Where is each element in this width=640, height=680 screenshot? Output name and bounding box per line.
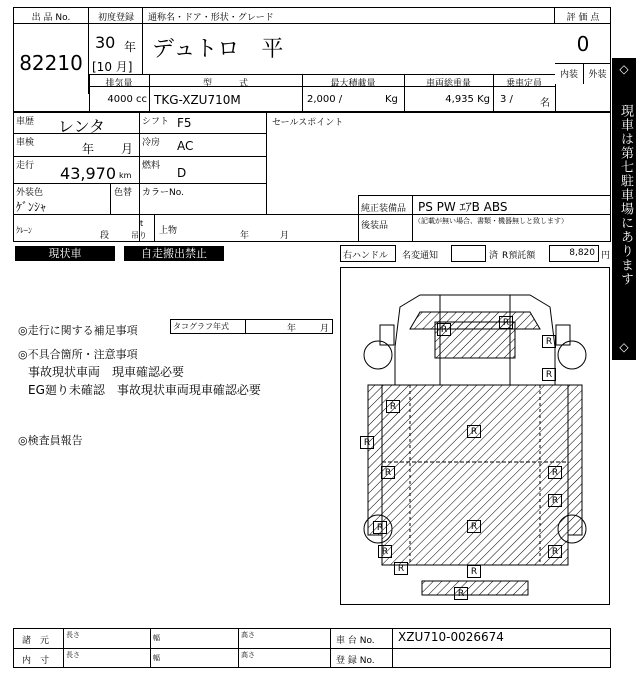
first-reg-year-unit: 年: [124, 40, 137, 54]
repair-mark-7: R: [360, 436, 374, 449]
spec-col-6: [555, 84, 556, 112]
model-label: 型 式: [202, 79, 248, 89]
front-right-wheel: [558, 341, 586, 369]
color-no-label: カラーNo.: [142, 188, 184, 198]
cooling-label: 冷房: [142, 138, 161, 148]
aftermarket-note: （記載が無い場合、書類・機器無しと致します）: [414, 217, 568, 225]
repair-mark-16: R: [467, 565, 481, 578]
upper-month: 月: [280, 231, 290, 241]
specs-row-line-3: [13, 183, 267, 184]
repair-mark-8: R: [381, 466, 395, 479]
footer-interior-width: 幅: [153, 654, 160, 662]
lot-label: 出 品 No.: [31, 13, 71, 23]
footer-col-4: [330, 628, 331, 668]
name-change-box: [451, 245, 486, 262]
recycle-unit: 円: [601, 251, 611, 261]
defect-line-1: 事故現状車両 現車確認必要: [28, 365, 185, 379]
defect-line-2: EG廻り未確認 事故現状車両現車確認必要: [28, 383, 261, 397]
defects-title: ◎不具合箇所・注意事項: [18, 348, 138, 361]
equipment-label-divider: [412, 195, 413, 242]
repair-mark-5: R: [386, 400, 400, 413]
repair-mark-6: R: [467, 425, 481, 438]
specs-row-line-1: [13, 133, 267, 134]
shift-label: シフト: [142, 117, 170, 127]
recycle-value: 8,820: [569, 248, 595, 258]
footer-col-5: [392, 628, 393, 668]
fuel-value: D: [177, 166, 187, 180]
specs-row-line-4: [13, 214, 611, 215]
no-self-drive-banner: 自走搬出禁止: [124, 246, 224, 261]
specs-row-line-2: [13, 156, 267, 157]
spec-row-line-top: [89, 74, 555, 75]
repair-mark-4: R: [542, 368, 556, 381]
specs-divider-v2: [266, 112, 267, 214]
footer-row-divider: [13, 648, 611, 649]
footer-chassis-no: XZU710-0026674: [398, 630, 504, 644]
repair-mark-10: R: [548, 494, 562, 507]
repair-mark-1: R: [437, 323, 451, 336]
first-reg-month: [10 月]: [92, 60, 133, 74]
score-label: 評 価 点: [566, 13, 600, 23]
footer-specs-height: 高さ: [241, 631, 255, 639]
repair-mark-14: R: [548, 545, 562, 558]
handle-value: 右ハンドル: [343, 251, 389, 261]
max-load-unit: Kg: [385, 94, 398, 105]
footer-col-3: [238, 628, 239, 668]
displacement-value: 4000 cc: [107, 94, 147, 105]
gvw-value: 4,935 Kg: [445, 94, 490, 105]
upper-label: 上物: [159, 226, 178, 236]
aftermarket-label: 後装品: [361, 221, 389, 231]
inspector-report-title: ◎検査員報告: [18, 434, 83, 447]
driving-notes-title: ◎走行に関する補足事項: [18, 324, 138, 337]
exterior-score-label: 外装: [588, 70, 607, 80]
displacement-label: 排気量: [105, 79, 133, 89]
footer-specs-label: 諸 元: [22, 636, 50, 646]
name-label: 通称名・ドア・形状・グレード: [148, 13, 274, 23]
interior-score-label: 内装: [559, 70, 578, 80]
inspection-month: 月: [121, 142, 134, 156]
equipment-label: 純正装備品: [361, 204, 407, 214]
crane-ton-bottom: 吊り: [131, 231, 147, 240]
first-reg-label: 初度登録: [97, 13, 134, 23]
recycle-label: R預託額: [502, 251, 536, 261]
left-side-panel: [368, 385, 382, 535]
footer-col-2: [150, 628, 151, 668]
color-label: 外装色: [16, 188, 44, 198]
tacho-year: 年: [287, 324, 297, 334]
shift-value: F5: [177, 116, 192, 130]
crane-stage: 段: [100, 231, 110, 241]
capacity-unit: 名: [540, 98, 550, 109]
model-value: TKG-XZU710M: [154, 93, 241, 107]
repair-mark-12: R: [467, 520, 481, 533]
side-banner-bottom-mark: ◇: [619, 340, 629, 354]
first-reg-year: 30: [95, 33, 116, 52]
gvw-label: 車両総重量: [425, 79, 471, 89]
repair-mark-3: R: [542, 335, 556, 348]
footer-chassis-label: 車 台 No.: [336, 636, 375, 646]
crane-ton-top: t: [140, 219, 144, 228]
max-load-value: 2,000 /: [307, 94, 343, 105]
recycle-prefix: 済: [489, 251, 499, 261]
right-side-panel: [568, 385, 582, 535]
equipment-value: PS PW ｴｱB ABS: [418, 200, 508, 214]
score-value: 0: [576, 32, 590, 56]
cooling-value: AC: [177, 139, 194, 153]
footer-interior-height: 高さ: [241, 651, 255, 659]
color-value: ｹﾞﾝｼｬ: [16, 200, 47, 214]
sales-point-label: セールスポイント: [272, 118, 344, 128]
equipment-left-divider: [358, 195, 359, 242]
specs-color-divider: [110, 183, 111, 214]
mileage-value: 43,970: [60, 164, 116, 183]
as-is-banner: 現状車: [15, 246, 115, 261]
max-load-label: 最大積載量: [330, 79, 376, 89]
repair-mark-17: R: [454, 587, 468, 600]
capacity-value: 3 /: [500, 94, 513, 105]
repair-mark-2: R: [499, 316, 513, 329]
repair-mark-11: R: [373, 521, 387, 534]
capacity-label: 乗車定員: [505, 79, 542, 89]
upper-divider: [154, 214, 155, 242]
history-value: レンタ: [58, 117, 105, 136]
rear-bumper: [422, 581, 528, 595]
inspection-label: 車検: [16, 138, 35, 148]
footer-col-1: [63, 628, 64, 668]
repair-mark-13: R: [378, 545, 392, 558]
side-banner-text: 現車は第七駐車場にあります: [618, 104, 633, 286]
tacho-month: 月: [320, 324, 330, 334]
footer-interior-label: 内 寸: [22, 656, 50, 666]
upper-year: 年: [240, 231, 250, 241]
inspection-year: 年: [82, 142, 95, 156]
repair-mark-9: R: [548, 466, 562, 479]
side-banner-top-mark: ◇: [619, 62, 629, 76]
footer-interior-length: 長さ: [66, 651, 80, 659]
fuel-label: 燃料: [142, 161, 161, 171]
color-code-label: 色替: [114, 188, 133, 198]
lot-number: 82210: [19, 51, 83, 75]
mileage-label: 走行: [16, 161, 35, 171]
front-left-wheel: [364, 341, 392, 369]
name-change-label: 名変通知: [402, 251, 439, 261]
tacho-label: タコグラフ年式: [173, 322, 229, 331]
repair-mark-15: R: [394, 562, 408, 575]
history-label: 車歴: [16, 117, 35, 127]
tacho-divider: [245, 319, 246, 334]
footer-reg-label: 登 録 No.: [336, 656, 375, 666]
footer-specs-width: 幅: [153, 634, 160, 642]
footer-specs-length: 長さ: [66, 631, 80, 639]
crane-label: ｸﾚｰﾝ: [16, 226, 32, 235]
mileage-unit: km: [119, 171, 132, 180]
car-name: デュトロ 平: [152, 37, 284, 62]
